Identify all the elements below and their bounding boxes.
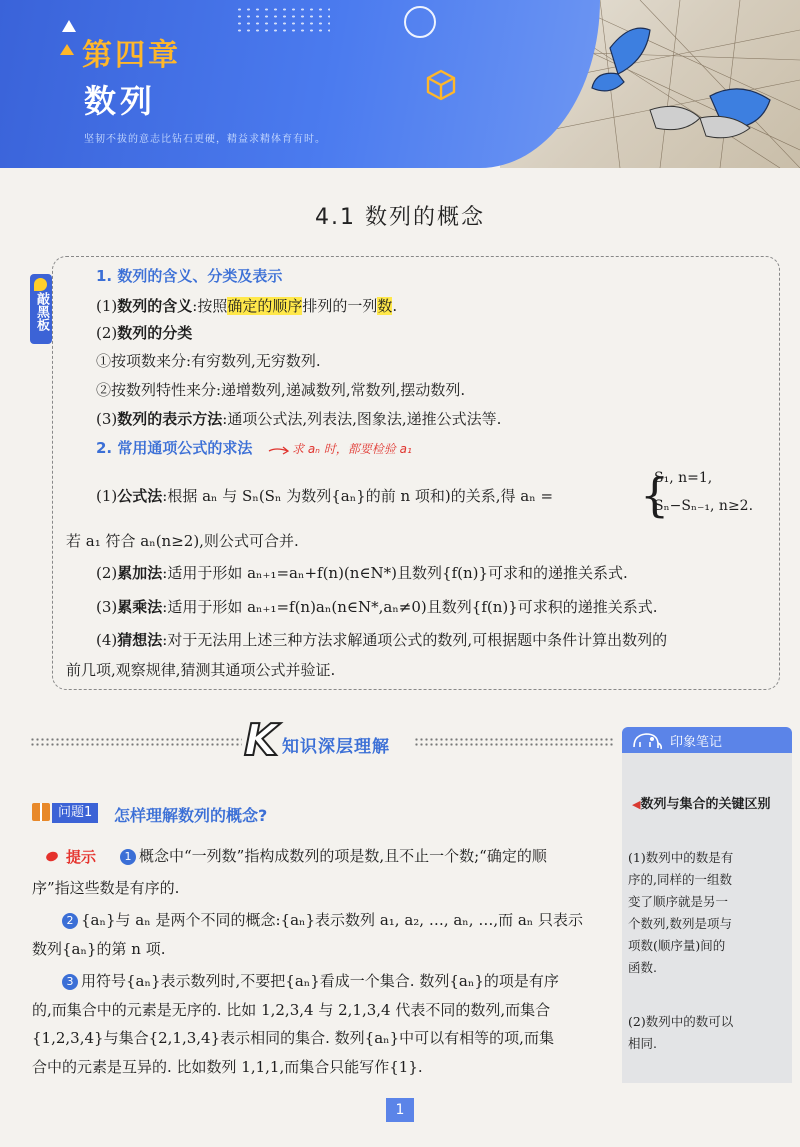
guess-method-tail: 前几项,观察规律,猜测其通项公式并验证.: [66, 661, 336, 679]
guess-method-line: [96, 630, 667, 650]
term-bold: 数列的分类: [117, 324, 193, 342]
hint-paragraph-3: [62, 971, 559, 991]
knowledge-bar-label: 知识深层理解: [282, 737, 390, 757]
arrow-icon: [268, 446, 290, 456]
item-number: (4): [96, 631, 118, 649]
term-bold: 猜想法: [117, 631, 163, 649]
number-badge: 2: [62, 913, 78, 929]
highlighted-text: 确定的顺序: [227, 297, 303, 315]
board-tag-text: 敲黑板: [34, 292, 49, 331]
highlighted-text: 数: [377, 297, 393, 315]
case-n-geq-2: Sₙ−Sₙ₋₁, n≥2.: [654, 498, 754, 514]
side-note-point-1: [628, 847, 786, 979]
text: :按照: [192, 297, 228, 315]
side-note-title: [632, 793, 782, 817]
side-note-line: (1)数列中的数是有: [628, 850, 734, 865]
hint-paragraph-1: [120, 846, 547, 866]
hint-marker-icon: [45, 850, 59, 863]
chapter-title: 数列: [84, 82, 157, 120]
text: 用符号{aₙ}表示数列时,不要把{aₙ}看成一个集合. 数列{aₙ}的项是有序: [81, 972, 559, 990]
item-number: (2): [96, 324, 118, 342]
dotted-divider: [30, 737, 242, 747]
term-bold: 公式法: [117, 487, 163, 505]
representation-line: [96, 409, 501, 429]
hint-paragraph-2: [62, 910, 583, 930]
question-text: 怎样理解数列的概念?: [114, 806, 268, 825]
section-title: 4.1 数列的概念: [315, 205, 485, 230]
hint-paragraph-2-cont: 数列{aₙ}的第 n 项.: [32, 940, 166, 958]
side-note-line: 函数.: [628, 960, 657, 975]
k-logo-icon: K: [244, 715, 279, 766]
heading-formula-methods: 2. 常用通项公式的求法: [96, 439, 253, 457]
term-bold: 数列的含义: [117, 297, 193, 315]
brace-icon: {: [640, 468, 670, 522]
case-n-equals-1: S₁, n=1,: [654, 470, 713, 486]
text: {aₙ}与 aₙ 是两个不同的概念:{aₙ}表示数列 a₁, a₂, …, aₙ, …,而 aₙ 只表示: [81, 911, 584, 929]
chapter-label: 第四章: [82, 38, 181, 73]
side-note-line: (2)数列中的数可以: [628, 1014, 734, 1029]
side-note-line: 变了顺序就是另一: [628, 894, 729, 909]
dotted-divider: [414, 737, 614, 747]
elephant-icon: [630, 729, 664, 751]
cube-icon: [424, 68, 458, 102]
item-number: (3): [96, 598, 118, 616]
side-note-point-2: [628, 1011, 786, 1055]
hint-paragraph-3-line-4: 合中的元素是互异的. 比如数列 1,1,1,而集合只能写作{1}.: [32, 1058, 423, 1076]
text: :适用于形如 aₙ₊₁=f(n)aₙ(n∈N*,aₙ≠0)且数列{f(n)}可求积的递推关系式.: [162, 598, 658, 616]
number-badge: 1: [120, 849, 136, 865]
item-number: (2): [96, 564, 118, 582]
formula-merge-note: 若 a₁ 符合 aₙ(n≥2),则公式可合并.: [66, 532, 299, 550]
number-badge: 3: [62, 974, 78, 990]
dot-pattern: [235, 6, 330, 34]
hint-paragraph-3-line-3: {1,2,3,4}与集合{2,1,3,4}表示相同的集合. 数列{aₙ}中可以有相等的项,而集: [32, 1029, 554, 1047]
definition-line: [96, 296, 397, 316]
question-badge: 问题1: [52, 803, 98, 823]
text: 概念中“一列数”指构成数列的项是数,且不止一个数;“确定的顺: [139, 847, 547, 865]
pencil-icon: [34, 278, 47, 291]
book-icon: [32, 803, 50, 821]
accumulate-sum-line: [96, 563, 628, 583]
circle-decoration-icon: [404, 6, 436, 38]
side-note-line: 个数列,数列是项与: [628, 916, 732, 931]
chapter-banner: [0, 0, 800, 168]
classification-by-count: ①按项数来分:有穷数列,无穷数列.: [96, 352, 321, 370]
triangle-marker-icon: ◀: [632, 798, 641, 811]
hint-label: 提示: [66, 848, 97, 866]
side-note-line: 相同.: [628, 1036, 657, 1051]
classification-by-trait: ②按数列特性来分:递增数列,递减数列,常数列,摆动数列.: [96, 381, 466, 399]
side-note-line: 序的,同样的一组数: [628, 872, 732, 887]
text: :对于无法用上述三种方法求解通项公式的数列,可根据题中条件计算出数列的: [162, 631, 668, 649]
accumulate-product-line: [96, 597, 658, 617]
term-bold: 数列的表示方法: [117, 410, 223, 428]
text: .: [392, 297, 398, 315]
chapter-motto: 坚韧不拔的意志比钻石更硬，精益求精体育有时。: [84, 134, 326, 145]
formula-method-line: [96, 486, 553, 506]
text: 排列的一列: [302, 297, 378, 315]
classification-line: [96, 323, 192, 343]
item-number: (1): [96, 297, 118, 315]
text: :通项公式法,列表法,图象法,递推公式法等.: [222, 410, 502, 428]
side-note-title-text: 数列与集合的关键区别: [640, 797, 771, 812]
text: :适用于形如 aₙ₊₁=aₙ+f(n)(n∈N*)且数列{f(n)}可求和的递推关系式.: [162, 564, 628, 582]
term-bold: 累乘法: [117, 598, 163, 616]
hint-paragraph-1-cont: 序”指这些数是有序的.: [32, 879, 180, 897]
handwritten-note: 求 aₙ 时，都要检验 a₁: [292, 442, 412, 456]
text: :根据 aₙ 与 Sₙ(Sₙ 为数列{aₙ}的前 n 项和)的关系,得 aₙ =: [162, 487, 554, 505]
side-note-line: 项数(顺序量)间的: [628, 938, 726, 953]
item-number: (3): [96, 410, 118, 428]
triangle-decoration-icon: [62, 20, 76, 32]
page-number: 1: [386, 1098, 414, 1122]
term-bold: 累加法: [117, 564, 163, 582]
item-number: (1): [96, 487, 118, 505]
hint-paragraph-3-line-2: 的,而集合中的元素是无序的. 比如 1,2,3,4 与 2,1,3,4 代表不同的数列,而集合: [32, 1001, 551, 1019]
triangle-marker-icon: [60, 44, 74, 55]
side-note-label: 印象笔记: [670, 735, 723, 750]
heading-definition: 1. 数列的含义、分类及表示: [96, 267, 283, 285]
